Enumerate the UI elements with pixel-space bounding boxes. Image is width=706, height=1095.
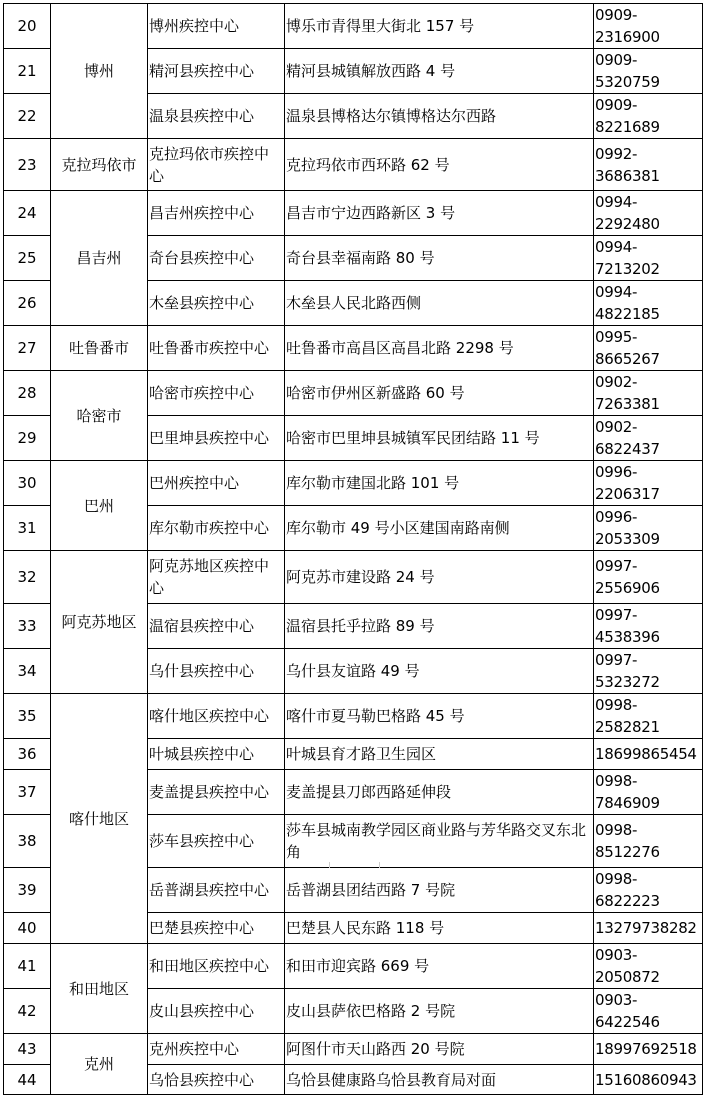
cdc-center-name: 木垒县疾控中心	[148, 281, 285, 326]
phone-number: 0998-6822223	[594, 868, 703, 913]
table-row	[4, 139, 703, 191]
table-row	[4, 4, 703, 49]
row-number: 39	[4, 868, 51, 913]
address: 喀什市夏马勒巴格路 45 号	[285, 694, 594, 739]
phone-number: 0998-2582821	[594, 694, 703, 739]
cdc-center-name: 昌吉州疾控中心	[148, 191, 285, 236]
phone-number: 13279738282	[594, 913, 703, 944]
cdc-center-name: 库尔勒市疾控中心	[148, 506, 285, 551]
phone-number: 0909-2316900	[594, 4, 703, 49]
phone-number: 0994-4822185	[594, 281, 703, 326]
phone-number: 0992-3686381	[594, 139, 703, 191]
table-row	[4, 551, 703, 604]
address: 麦盖提县刀郎西路延伸段	[285, 770, 594, 815]
row-number: 27	[4, 326, 51, 371]
table-body	[4, 4, 703, 1095]
address: 库尔勒市建国北路 101 号	[285, 461, 594, 506]
row-number: 29	[4, 416, 51, 461]
row-number: 20	[4, 4, 51, 49]
row-number: 33	[4, 604, 51, 649]
phone-number: 0997-5323272	[594, 649, 703, 694]
cdc-center-name: 巴里坤县疾控中心	[148, 416, 285, 461]
row-number: 21	[4, 49, 51, 94]
cdc-center-name: 喀什地区疾控中心	[148, 694, 285, 739]
row-number: 43	[4, 1034, 51, 1065]
row-number: 25	[4, 236, 51, 281]
row-number: 26	[4, 281, 51, 326]
cdc-center-name: 巴楚县疾控中心	[148, 913, 285, 944]
table-row	[4, 326, 703, 371]
row-number: 42	[4, 989, 51, 1034]
row-number: 44	[4, 1065, 51, 1095]
phone-number: 0997-4538396	[594, 604, 703, 649]
cdc-center-name: 克州疾控中心	[148, 1034, 285, 1065]
city-region: 昌吉州	[51, 191, 148, 326]
row-number: 31	[4, 506, 51, 551]
row-number: 28	[4, 371, 51, 416]
table-row	[4, 944, 703, 989]
row-number: 40	[4, 913, 51, 944]
city-region: 吐鲁番市	[51, 326, 148, 371]
phone-number: 0902-7263381	[594, 371, 703, 416]
row-number: 34	[4, 649, 51, 694]
phone-number: 15160860943	[594, 1065, 703, 1095]
address: 昌吉市宁边西路新区 3 号	[285, 191, 594, 236]
cdc-center-name: 温宿县疾控中心	[148, 604, 285, 649]
address: 阿克苏市建设路 24 号	[285, 551, 594, 604]
address: 乌什县友谊路 49 号	[285, 649, 594, 694]
phone-number: 0998-7846909	[594, 770, 703, 815]
cdc-center-name: 博州疾控中心	[148, 4, 285, 49]
phone-number: 0909-5320759	[594, 49, 703, 94]
cdc-center-name: 奇台县疾控中心	[148, 236, 285, 281]
table-row	[4, 461, 703, 506]
city-region: 巴州	[51, 461, 148, 551]
phone-number: 0996-2206317	[594, 461, 703, 506]
address: 皮山县萨依巴格路 2 号院	[285, 989, 594, 1034]
phone-number: 0994-7213202	[594, 236, 703, 281]
table-row	[4, 1034, 703, 1065]
row-number: 32	[4, 551, 51, 604]
phone-number: 0994-2292480	[594, 191, 703, 236]
row-number: 41	[4, 944, 51, 989]
table-row	[4, 694, 703, 739]
row-number: 37	[4, 770, 51, 815]
address: 木垒县人民北路西侧	[285, 281, 594, 326]
address: 和田市迎宾路 669 号	[285, 944, 594, 989]
page-edge-mark	[379, 862, 380, 868]
cdc-center-name: 皮山县疾控中心	[148, 989, 285, 1034]
cdc-center-name: 温泉县疾控中心	[148, 94, 285, 139]
cdc-center-name: 吐鲁番市疾控中心	[148, 326, 285, 371]
cdc-center-name: 精河县疾控中心	[148, 49, 285, 94]
address: 博乐市青得里大街北 157 号	[285, 4, 594, 49]
city-region: 博州	[51, 4, 148, 139]
table-row	[4, 191, 703, 236]
phone-number: 0903-6422546	[594, 989, 703, 1034]
address: 叶城县育才路卫生园区	[285, 739, 594, 770]
address: 岳普湖县团结西路 7 号院	[285, 868, 594, 913]
address: 莎车县城南教学园区商业路与芳华路交叉东北角	[285, 815, 594, 868]
address: 精河县城镇解放西路 4 号	[285, 49, 594, 94]
row-number: 23	[4, 139, 51, 191]
phone-number: 0997-2556906	[594, 551, 703, 604]
row-number: 38	[4, 815, 51, 868]
cdc-center-name: 叶城县疾控中心	[148, 739, 285, 770]
row-number: 36	[4, 739, 51, 770]
cdc-center-name: 阿克苏地区疾控中心	[148, 551, 285, 604]
phone-number: 0995-8665267	[594, 326, 703, 371]
cdc-center-name: 莎车县疾控中心	[148, 815, 285, 868]
phone-number: 18997692518	[594, 1034, 703, 1065]
address: 温泉县博格达尔镇博格达尔西路	[285, 94, 594, 139]
city-region: 和田地区	[51, 944, 148, 1034]
phone-number: 18699865454	[594, 739, 703, 770]
phone-number: 0902-6822437	[594, 416, 703, 461]
address: 巴楚县人民东路 118 号	[285, 913, 594, 944]
cdc-center-name: 麦盖提县疾控中心	[148, 770, 285, 815]
address: 阿图什市天山路西 20 号院	[285, 1034, 594, 1065]
city-region: 克州	[51, 1034, 148, 1095]
phone-number: 0996-2053309	[594, 506, 703, 551]
cdc-contact-table	[3, 3, 703, 1095]
phone-number: 0998-8512276	[594, 815, 703, 868]
cdc-center-name: 岳普湖县疾控中心	[148, 868, 285, 913]
address: 克拉玛依市西环路 62 号	[285, 139, 594, 191]
city-region: 阿克苏地区	[51, 551, 148, 694]
city-region: 哈密市	[51, 371, 148, 461]
cdc-center-name: 克拉玛依市疾控中心	[148, 139, 285, 191]
row-number: 30	[4, 461, 51, 506]
cdc-center-name: 巴州疾控中心	[148, 461, 285, 506]
city-region: 克拉玛依市	[51, 139, 148, 191]
address: 温宿县托乎拉路 89 号	[285, 604, 594, 649]
address: 乌恰县健康路乌恰县教育局对面	[285, 1065, 594, 1095]
row-number: 35	[4, 694, 51, 739]
cdc-center-name: 和田地区疾控中心	[148, 944, 285, 989]
cdc-center-name: 乌恰县疾控中心	[148, 1065, 285, 1095]
city-region: 喀什地区	[51, 694, 148, 944]
address: 库尔勒市 49 号小区建国南路南侧	[285, 506, 594, 551]
row-number: 24	[4, 191, 51, 236]
row-number: 22	[4, 94, 51, 139]
phone-number: 0903-2050872	[594, 944, 703, 989]
cdc-center-name: 乌什县疾控中心	[148, 649, 285, 694]
phone-number: 0909-8221689	[594, 94, 703, 139]
address: 哈密市巴里坤县城镇军民团结路 11 号	[285, 416, 594, 461]
cdc-center-name: 哈密市疾控中心	[148, 371, 285, 416]
address: 奇台县幸福南路 80 号	[285, 236, 594, 281]
address: 哈密市伊州区新盛路 60 号	[285, 371, 594, 416]
page-edge-mark	[329, 862, 330, 868]
table-row	[4, 371, 703, 416]
address: 吐鲁番市高昌区高昌北路 2298 号	[285, 326, 594, 371]
